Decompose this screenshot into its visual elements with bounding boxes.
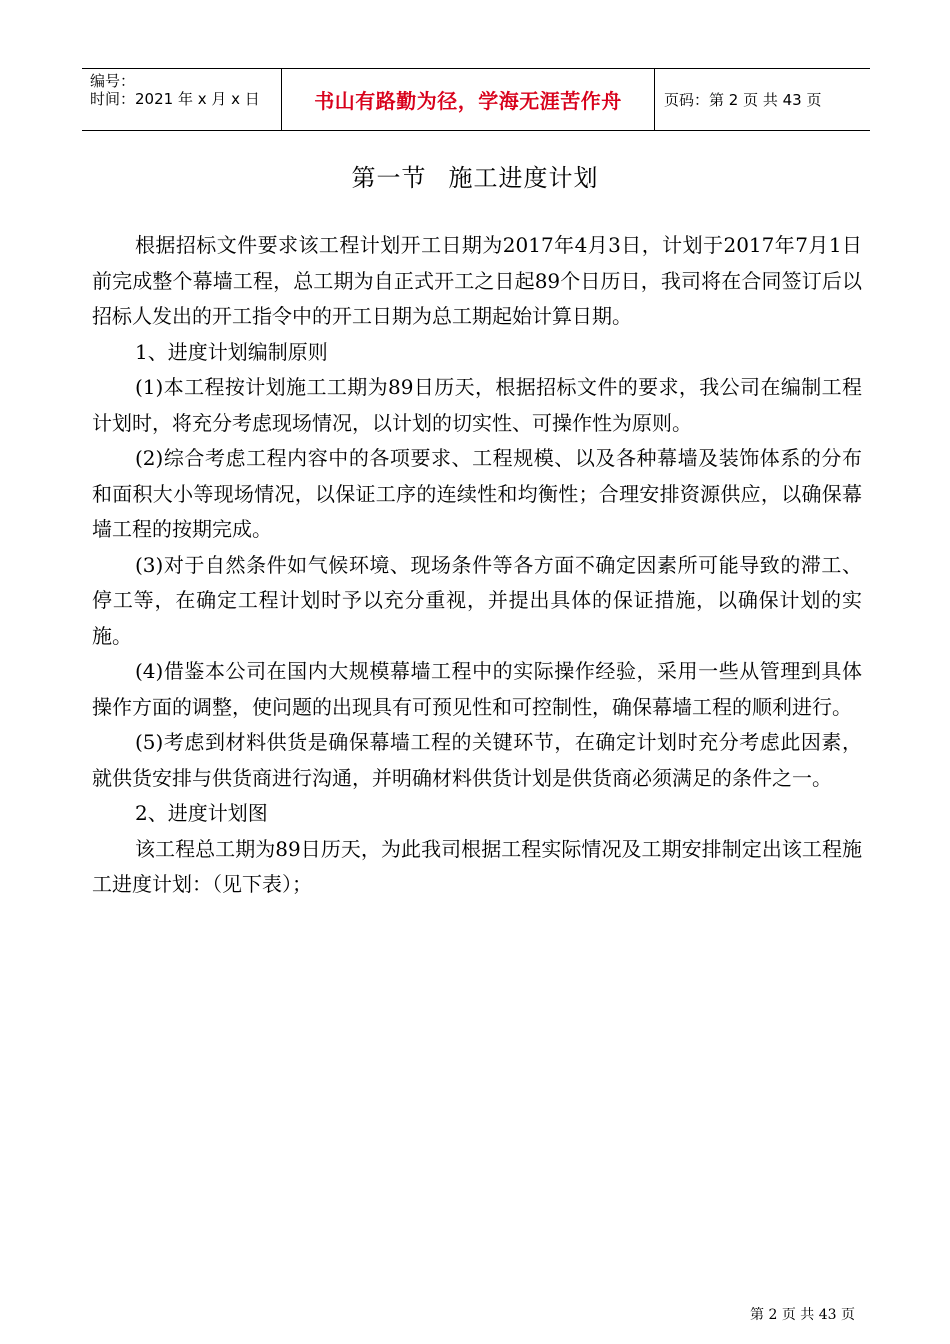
paragraph-intro: 根据招标文件要求该工程计划开工日期为2017年4月3日，计划于2017年7月1日前完成整个幕墙工程，总工期为自正式开工之日起89个日历日，我司将在合同签订后以招标人发出的开工指令中的开工日期为总工期起始计算日期。 — [92, 233, 862, 328]
document-date: 时间：2021 年 x 月 x 日 — [90, 90, 260, 108]
section-number: 第一节 — [351, 164, 427, 192]
heading-schedule-chart: 2、进度计划图 — [135, 801, 268, 825]
header-motto: 书山有路勤为径，学海无涯苦作舟 — [281, 69, 655, 130]
section-heading: 施工进度计划 — [448, 164, 599, 192]
paragraph-principle-2: (2)综合考虑工程内容中的各项要求、工程规模、以及各种幕墙及装饰体系的分布和面积大小等现场情况，以保证工序的连续性和均衡性；合理安排资源供应，以确保幕墙工程的按期完成。 — [92, 446, 862, 541]
document-number-label: 编号： — [90, 72, 136, 90]
header-page-info: 页码：第 2 页 共 43 页 — [664, 91, 822, 109]
paragraph-schedule: 该工程总工期为89日历天，为此我司根据工程实际情况及工期安排制定出该工程施工进度计划：（见下表）； — [92, 836, 862, 896]
paragraph-principle-4: (4)借鉴本公司在国内大规模幕墙工程中的实际操作经验，采用一些从管理到具体操作方面的调整，使问题的出现具有可预见性和可控制性，确保幕墙工程的顺利进行。 — [92, 659, 862, 719]
paragraph-principle-1: (1)本工程按计划施工工期为89日历天，根据招标文件的要求，我公司在编制工程计划时，将充分考虑现场情况，以计划的切实性、可操作性为原则。 — [92, 375, 862, 435]
body-text — [92, 228, 862, 903]
footer-page-number: 第 2 页 共 43 页 — [750, 1307, 855, 1323]
section-title — [0, 158, 950, 193]
header-table — [82, 68, 870, 131]
paragraph-principle-5: (5)考虑到材料供货是确保幕墙工程的关键环节，在确定计划时充分考虑此因素，就供货安排与供货商进行沟通，并明确材料供货计划是供货商必须满足的条件之一。 — [92, 730, 862, 790]
header-left-cell — [82, 69, 281, 130]
paragraph-principle-3: (3)对于自然条件如气候环境、现场条件等各方面不确定因素所可能导致的滞工、停工等，在确定工程计划时予以充分重视，并提出具体的保证措施，以确保计划的实施。 — [92, 552, 862, 648]
heading-principles: 1、进度计划编制原则 — [135, 339, 328, 364]
